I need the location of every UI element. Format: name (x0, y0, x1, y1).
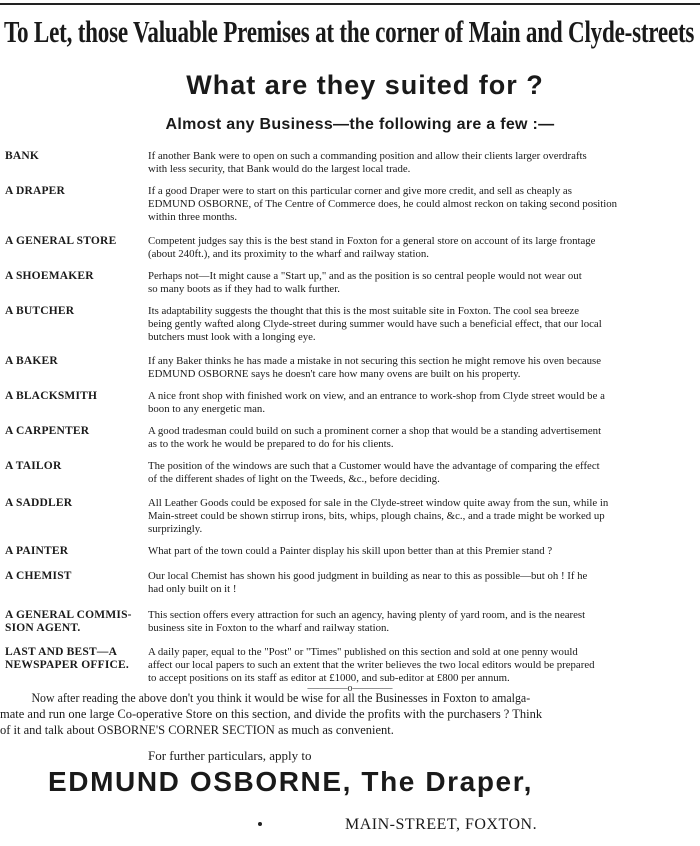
business-description (148, 150, 700, 176)
description-line: What part of the town could a Painter display his skill upon better than at this Premier stand ? (148, 545, 553, 557)
description-line: A daily paper, equal to the "Post" or "Times" published on this section and sold at one penny would (148, 646, 578, 658)
business-label: A BUTCHER (5, 305, 75, 317)
business-description (148, 609, 700, 635)
description-line: within three months. (148, 211, 238, 223)
headline: To Let, those Valuable Premises at the corner of Main and Clyde-streets (4, 14, 695, 49)
description-line: Its adaptability suggests the thought that this is the most suitable site in Foxton. The cool sea breeze (148, 305, 580, 317)
business-label: A GENERAL COMMIS-SION AGENT. (5, 609, 132, 634)
business-description (148, 270, 700, 296)
business-label: A CHEMIST (5, 570, 72, 582)
description-line: EDMUND OSBORNE, of The Centre of Commerce does, he could almost reckon on taking second position (148, 198, 618, 210)
print-dot (258, 822, 262, 826)
business-label: A BAKER (5, 355, 58, 367)
business-label: A CARPENTER (5, 425, 90, 437)
intro-line: Almost any Business—the following are a few :— (165, 116, 555, 133)
description-line: butchers must look with a longing eye. (148, 331, 316, 343)
business-description (148, 460, 700, 486)
business-description (148, 570, 700, 596)
description-line: surprizingly. (148, 523, 203, 535)
further-particulars: For further particulars, apply to (148, 748, 312, 763)
closing-line: of it and talk about OSBORNE'S CORNER SECTION as much as convenient. (0, 723, 394, 737)
description-line: with less security, that Bank would do the largest local trade. (148, 163, 411, 175)
closing-paragraph (0, 690, 700, 738)
description-line: If another Bank were to open on such a commanding position and allow their clients larger overdrafts (148, 150, 587, 162)
description-line: had only built on it ! (148, 583, 237, 595)
business-label: A GENERAL STORE (5, 235, 117, 247)
description-line: If a good Draper were to start on this particular corner and give more credit, and sell as cheaply as (148, 185, 572, 197)
business-description (148, 425, 700, 451)
advertiser-address: MAIN-STREET, FOXTON. (345, 816, 538, 833)
description-line: Competent judges say this is the best stand in Foxton for a general store on account of its large frontage (148, 235, 596, 247)
business-label: A DRAPER (5, 185, 66, 197)
closing-line: mate and run one large Co-operative Store on this section, and divide the profits with the purchasers ? Think (0, 707, 543, 721)
business-label: LAST AND BEST—A NEWSPAPER OFFICE. (5, 646, 129, 671)
description-line: Perhaps not—It might cause a "Start up," and as the position is so central people would not wear out (148, 270, 582, 282)
description-line: A good tradesman could build on such a prominent corner a shop that would be a standing advertisement (148, 425, 602, 437)
business-description (148, 545, 700, 558)
description-line: affect our local papers to such an extent that the writer believes the two local editors would be prepared (148, 659, 595, 671)
business-label: A SHOEMAKER (5, 270, 94, 282)
description-line: to accept positions on its staff as editor at £1000, and sub-editor at £800 per annum. (148, 672, 510, 684)
business-label: A BLACKSMITH (5, 390, 98, 402)
description-line: so many boots as if they had to walk further. (148, 283, 340, 295)
description-line: of the different shades of light on the Tweeds, &c., before deciding. (148, 473, 440, 485)
business-description (148, 185, 700, 224)
description-line: as to the work he would be prepared to do for his clients. (148, 438, 394, 450)
business-label: A TAILOR (5, 460, 62, 472)
description-line: The position of the windows are such that a Customer would have the advantage of comparing the effect (148, 460, 600, 472)
description-line: boon to any energetic man. (148, 403, 266, 415)
business-label: BANK (5, 150, 40, 162)
description-line: If any Baker thinks he has made a mistake in not securing this section he might remove his oven because (148, 355, 602, 367)
business-description (148, 497, 700, 536)
business-label: A PAINTER (5, 545, 69, 557)
description-line: EDMUND OSBORNE says he doesn't care how many ovens are built on his property. (148, 368, 521, 380)
ornamental-divider: ————o———— (307, 683, 393, 694)
business-description (148, 646, 700, 685)
description-line: being gently wafted along Clyde-street during summer would have such a beneficial effect, that our local (148, 318, 602, 330)
business-description (148, 235, 700, 261)
business-description (148, 305, 700, 344)
business-label: A SADDLER (5, 497, 73, 509)
description-line: business site in Foxton to the wharf and railway station. (148, 622, 390, 634)
description-line: All Leather Goods could be exposed for sale in the Clyde-street window quite away from the sun, while in (148, 497, 609, 509)
advertiser-name: EDMUND OSBORNE, The Draper, (48, 766, 534, 797)
description-line: Our local Chemist has shown his good judgment in building as near to this as possible—but oh ! If he (148, 570, 588, 582)
description-line: Main-street could be shown stirrup irons, bits, whips, plough chains, &c., and a trade might be worked up (148, 510, 605, 522)
closing-line: Now after reading the above don't you think it would be wise for all the Businesses in Foxton to amalga- (31, 691, 531, 705)
description-line: (about 240ft.), and its proximity to the wharf and railway station. (148, 248, 429, 260)
business-description (148, 355, 700, 381)
description-line: A nice front shop with finished work on view, and an entrance to work-shop from Clyde street would be a (148, 390, 605, 402)
top-rule (0, 3, 700, 5)
subheadline: What are they suited for ? (186, 70, 544, 100)
description-line: This section offers every attraction for such an agency, having plenty of yard room, and is the nearest (148, 609, 586, 621)
business-description (148, 390, 700, 416)
